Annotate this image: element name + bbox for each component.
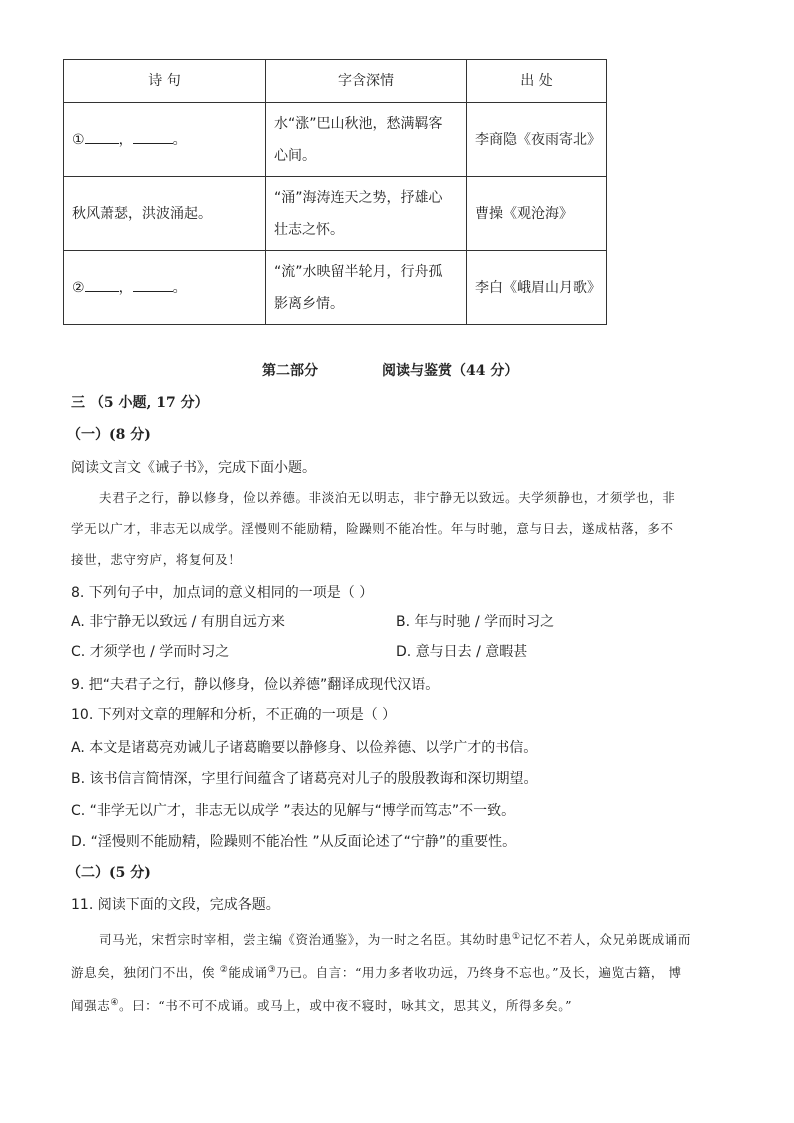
question-8-stem: 8. 下列句子中，加点词的意义相同的一项是（ ） (71, 585, 374, 601)
meaning-cell: “流”水映留半轮月，行舟孤 影离乡情。 (266, 251, 467, 325)
question-9: 9. 把“夫君子之行，静以修身，俭以养德”翻译成现代汉语。 (71, 677, 440, 693)
q8-option-a[interactable]: A. 非宁静无以致远 / 有朋自远方来 (71, 614, 285, 630)
q10-option-c[interactable]: C. “非学无以广才，非志无以成学 ”表达的见解与“博学而笃志”不一致。 (71, 803, 516, 819)
header-verse: 诗 句 (64, 60, 266, 103)
q8-option-c[interactable]: C. 才须学也 / 学而时习之 (71, 644, 230, 660)
verse-cell: ② ， 。 (64, 251, 266, 325)
subsection-two-title: （二）(5 分) (67, 865, 151, 881)
table-row (64, 177, 607, 251)
verse-cell: 秋风萧瑟，洪波涌起。 (64, 177, 266, 251)
verse-number: ② (72, 279, 85, 296)
passage-line: 闻强志④。曰：“书不可不成诵。或马上，或中夜不寝时，咏其文，思其义，所得多矣。” (71, 998, 573, 1014)
fill-blank[interactable] (85, 129, 119, 144)
table-row (64, 103, 607, 177)
passage-line: 学无以广才，非志无以成学。淫慢则不能励精，险躁则不能冶性。年与时驰，意与日去，遂成枯落，多不 (71, 521, 674, 536)
fill-blank[interactable] (133, 129, 173, 144)
source-cell: 李白《峨眉山月歌》 (467, 251, 607, 325)
section-three-heading: 三 （5 小题, 17 分） (71, 395, 209, 411)
source-cell: 李商隐《夜雨寄北》 (467, 103, 607, 177)
subsection-one-title: （一）(8 分) (67, 427, 151, 443)
passage-line: 夫君子之行，静以修身，俭以养德。非淡泊无以明志，非宁静无以致远。夫学须静也，才须学也，非 (99, 490, 676, 505)
header-source: 出 处 (467, 60, 607, 103)
passage-line: 游息矣，独闭门不出，俟 ②能成诵③乃已。自言：“用力多者收功远，乃终身不忘也。”及长，遍览古籍， 博 (71, 965, 682, 981)
meaning-cell: 水“涨”巴山秋池，愁满羁客 心间。 (266, 103, 467, 177)
subsection-one-intro: 阅读文言文《诫子书》，完成下面小题。 (71, 460, 316, 476)
table-row (64, 251, 607, 325)
footnote-marker: ④ (110, 998, 119, 1009)
footnote-marker: ② (219, 965, 229, 976)
classical-passage (71, 482, 731, 575)
part-two-heading: 第二部分 阅读与鉴赏（44 分） (262, 363, 519, 379)
header-meaning: 字含深情 (266, 60, 467, 103)
verse-cell: ① ， 。 (64, 103, 266, 177)
poem-table (63, 59, 607, 325)
question-10-stem: 10. 下列对文章的理解和分析，不正确的一项是（ ） (71, 707, 397, 723)
q8-option-d[interactable]: D. 意与日去 / 意暇甚 (396, 644, 528, 660)
sima-guang-passage (71, 922, 731, 1021)
q10-option-a[interactable]: A. 本文是诸葛亮劝诫儿子诸葛瞻要以静修身、以俭养德、以学广才的书信。 (71, 740, 538, 756)
footnote-marker: ③ (267, 965, 277, 976)
passage-line: 司马光，宋哲宗时宰相，尝主编《资治通鉴》，为一时之名臣。其幼时患①记忆不若人，众兄弟既成诵而 (99, 932, 691, 948)
footnote-marker: ① (511, 932, 521, 942)
passage-line: 接世，悲守穷庐，将复何及！ (71, 552, 242, 567)
verse-number: ① (72, 131, 85, 148)
fill-blank[interactable] (85, 277, 119, 292)
question-11-stem: 11. 阅读下面的文段，完成各题。 (71, 897, 280, 913)
meaning-cell: “涌”海涛连天之势，抒雄心 壮志之怀。 (266, 177, 467, 251)
table-header-row (64, 60, 607, 103)
q10-option-b[interactable]: B. 该书信言简情深，字里行间蕴含了诸葛亮对儿子的殷殷教诲和深切期望。 (71, 771, 538, 787)
source-cell: 曹操《观沧海》 (467, 177, 607, 251)
q8-option-b[interactable]: B. 年与时驰 / 学而时习之 (396, 614, 555, 630)
fill-blank[interactable] (133, 277, 173, 292)
q10-option-d[interactable]: D. “淫慢则不能励精，险躁则不能冶性 ”从反面论述了“宁静”的重要性。 (71, 834, 517, 850)
